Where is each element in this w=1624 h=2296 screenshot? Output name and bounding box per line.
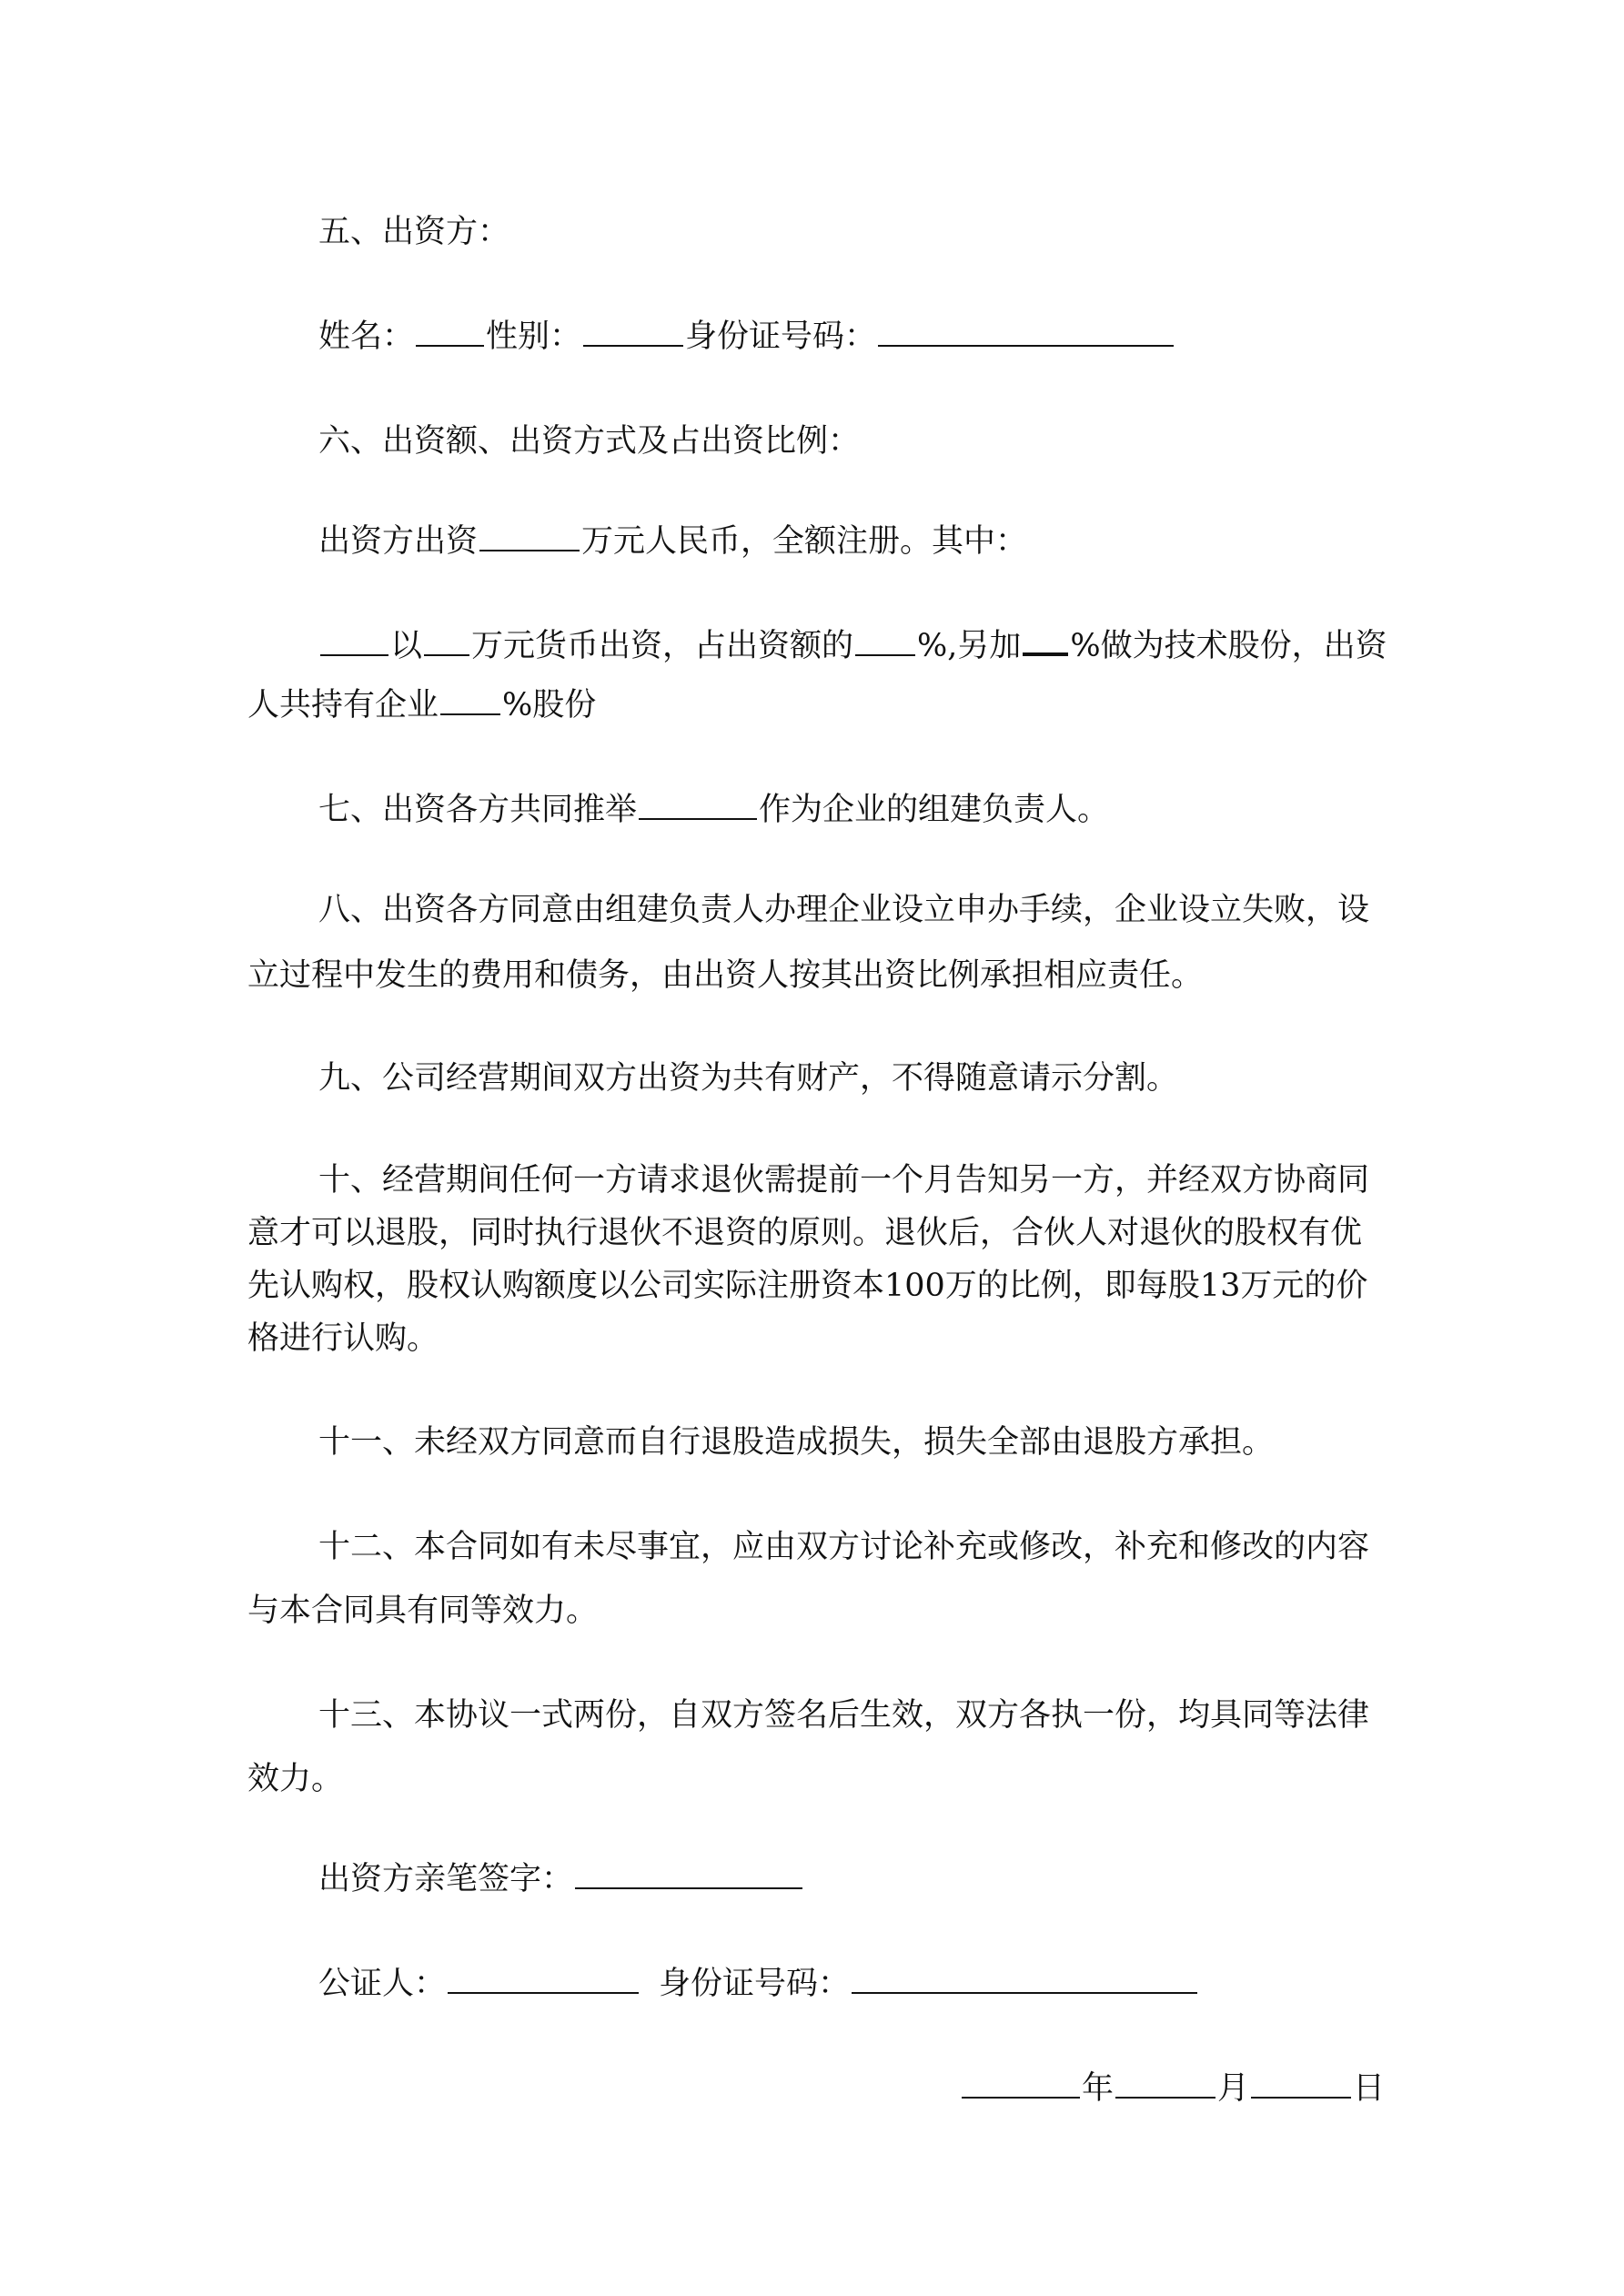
cash-amount-blank bbox=[424, 618, 469, 656]
section-9: 九、公司经营期间双方出资为共有财产，不得随意请示分割。 bbox=[318, 1060, 1179, 1097]
amount-blank bbox=[479, 513, 580, 551]
section-6-detail-line1: 以 万元货币出资，占出资额的 %,另加 %做为技术股份，出资 bbox=[318, 614, 1385, 678]
investor-signature: 出资方亲笔签字： bbox=[318, 1847, 1385, 1911]
section-10-line1: 十、经营期间任何一方请求退伙需提前一个月告知另一方，并经双方协商同 bbox=[318, 1162, 1370, 1199]
month-blank bbox=[1115, 2060, 1215, 2099]
section-5-fields: 姓名： 性别： 身份证号码： bbox=[318, 305, 1385, 369]
name-blank bbox=[416, 308, 484, 347]
notary-id-blank bbox=[852, 1956, 1197, 1994]
section-6-title: 六、出资额、出资方式及占出资比例： bbox=[318, 423, 861, 460]
section-10-line4: 格进行认购。 bbox=[247, 1320, 439, 1357]
section-13-line1: 十三、本协议一式两份，自双方签名后生效，双方各执一份，均具同等法律 bbox=[318, 1697, 1370, 1734]
tech-percent-blank bbox=[1023, 616, 1068, 656]
section-12-line2: 与本合同具有同等效力。 bbox=[247, 1593, 599, 1629]
investor-signature-blank bbox=[575, 1851, 802, 1889]
year-blank bbox=[962, 2060, 1080, 2099]
section-8-line1: 八、出资各方同意由组建负责人办理企业设立申办手续，企业设立失败，设 bbox=[318, 892, 1370, 928]
investor-blank bbox=[320, 618, 388, 656]
id-number-blank bbox=[878, 308, 1174, 347]
section-10-line3: 先认购权，股权认购额度以公司实际注册资本100万的比例，即每股13万元的价 bbox=[247, 1268, 1368, 1304]
leader-blank bbox=[639, 782, 757, 820]
day-blank bbox=[1251, 2060, 1351, 2099]
section-11: 十一、未经双方同意而自行退股造成损失，损失全部由退股方承担。 bbox=[318, 1424, 1275, 1461]
section-13-line2: 效力。 bbox=[247, 1761, 344, 1797]
section-6-amount: 出资方出资 万元人民币，全额注册。其中： bbox=[318, 510, 1385, 573]
date-line: 年 月 日 bbox=[247, 2057, 1385, 2120]
notary-name-blank bbox=[448, 1956, 639, 1994]
section-6-detail-line2: 人共持有企业 %股份 bbox=[247, 673, 1385, 737]
section-8-line2: 立过程中发生的费用和债务，由出资人按其出资比例承担相应责任。 bbox=[247, 957, 1204, 994]
notary-signature: 公证人： 身份证号码： bbox=[318, 1952, 1385, 2016]
percent-blank bbox=[855, 618, 915, 656]
section-5-title: 五、出资方： bbox=[318, 214, 510, 250]
section-7: 七、出资各方共同推举 作为企业的组建负责人。 bbox=[318, 778, 1385, 842]
gender-blank bbox=[583, 308, 683, 347]
total-percent-blank bbox=[440, 677, 500, 715]
section-10-line2: 意才可以退股，同时执行退伙不退资的原则。退伙后，合伙人对退伙的股权有优 bbox=[247, 1215, 1363, 1251]
section-12-line1: 十二、本合同如有未尽事宜，应由双方讨论补充或修改，补充和修改的内容 bbox=[318, 1529, 1370, 1565]
